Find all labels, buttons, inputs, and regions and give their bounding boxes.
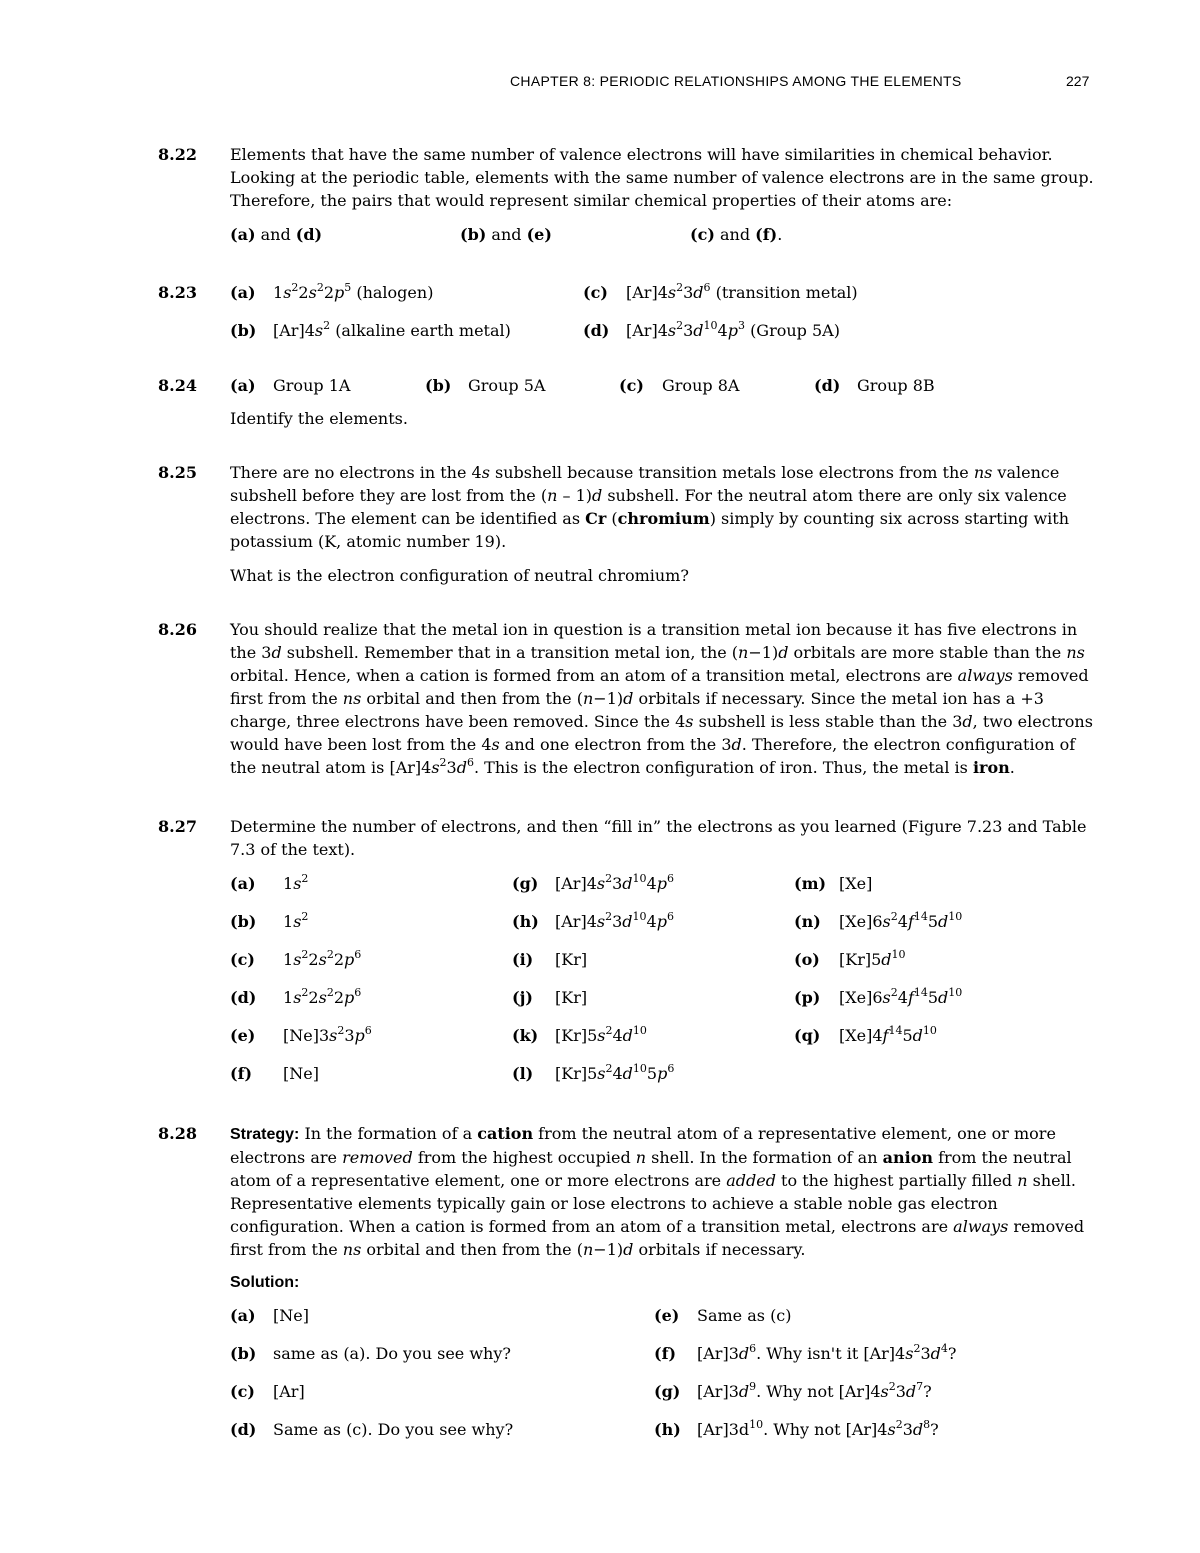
- answer-row: [230, 1380, 1096, 1418]
- problem-8-27: [158, 815, 1098, 1100]
- answer-item: (a) $1s^22s^22p^5$ (halogen): [230, 281, 434, 302]
- answer-row: [230, 910, 1096, 948]
- answer-item: (d) $[Ar]4s^23d^{10}4p^3$ (Group 5A): [583, 319, 840, 340]
- answer-item: (i) [Kr]: [512, 950, 588, 969]
- answer-item: (b) same as (a). Do you see why?: [230, 1344, 511, 1363]
- strategy-text: Strategy: In the formation of a cation from the neutral atom of a representative element, one or more electrons are removed from the highest occupied n shell. In the formation of an anion from the neutral atom of a representative element, one or more electrons are added to the highest partially filled n shell. Representative elements typically gain or lose electrons to achieve a stable noble gas electron configuration. When a cation is formed from an atom of a transition metal, electrons are always removed first from the ns orbital and then from the (n−1)d orbitals if necessary.: [230, 1124, 1085, 1259]
- problem-8-24: [158, 374, 1098, 430]
- answer-item: (b) $[Ar]4s^2$ (alkaline earth metal): [230, 319, 511, 340]
- problem-number: 8.23: [158, 283, 197, 302]
- answer-item: (m) [Xe]: [794, 874, 873, 893]
- answer-item: (c) [Ar]: [230, 1382, 305, 1401]
- answer-item: (j) [Kr]: [512, 988, 588, 1007]
- answer-item: (n) $[Xe]6s^24f^{14}5d^{10}$: [794, 910, 963, 931]
- prompt: Identify the elements.: [230, 409, 408, 428]
- problem-text: Determine the number of electrons, and then “fill in” the electrons as you learned (Figure 7.23 and Table 7.3 of the text).: [230, 817, 1087, 859]
- answer-row: [230, 1304, 1096, 1342]
- answer-pair: (c) and (f).: [690, 225, 783, 244]
- answer-row: [230, 319, 1096, 357]
- answer-row: [230, 872, 1096, 910]
- answer-item: (d) Same as (c). Do you see why?: [230, 1420, 514, 1439]
- answer-item: (f) [Ne]: [230, 1064, 319, 1083]
- question: What is the electron configuration of neutral chromium?: [230, 566, 689, 585]
- answer-item: (d) Group 8B: [814, 376, 935, 395]
- chapter-header: CHAPTER 8: PERIODIC RELATIONSHIPS AMONG THE ELEMENTS: [510, 73, 962, 89]
- answer-row: [230, 1062, 1096, 1100]
- strategy-label: Strategy:: [230, 1126, 300, 1143]
- problem-number: 8.22: [158, 145, 197, 164]
- problem-text: Elements that have the same number of valence electrons will have similarities in chemical behavior. Looking at the periodic table, elements with the same number of valence electrons are in the same group. Therefore, the pairs that would represent similar chemical properties of their atoms are:: [230, 145, 1094, 210]
- problem-number: 8.27: [158, 817, 197, 836]
- answer-item: (a) Group 1A: [230, 376, 351, 395]
- solution-label: Solution:: [230, 1274, 300, 1291]
- answer-item: (c) $[Ar]4s^23d^6$ (transition metal): [583, 281, 858, 302]
- answer-item: (d) $1s^22s^22p^6$: [230, 986, 362, 1007]
- answer-row: [230, 1418, 1096, 1456]
- answer-item: (f) $[Ar]3d^6$. Why isn't it $[Ar]4s^23d^4$?: [654, 1342, 957, 1363]
- answer-item: (k) $[Kr]5s^24d^{10}$: [512, 1024, 647, 1045]
- answer-item: (q) $[Xe]4f^{14}5d^{10}$: [794, 1024, 937, 1045]
- answer-item: (a) [Ne]: [230, 1306, 309, 1325]
- problem-number: 8.25: [158, 463, 197, 482]
- answer-row: [230, 281, 1096, 319]
- answer-item: (g) $[Ar]3d^9$. Why not $[Ar]4s^23d^7$?: [654, 1380, 932, 1401]
- problem-text: There are no electrons in the 4s subshell because transition metals lose electrons from the ns valence subshell before they are lost from the (n – 1)d subshell. For the neutral atom there are only six valence electrons. The element can be identified as Cr (chromium) simply by counting six across starting with potassium (K, atomic number 19).: [230, 463, 1070, 551]
- answer-row: [230, 223, 1096, 261]
- answer-item: (b) Group 5A: [425, 376, 546, 395]
- answer-item: (e) $[Ne]3s^23p^6$: [230, 1024, 372, 1045]
- problem-8-22: [158, 143, 1098, 261]
- problem-number: 8.24: [158, 376, 197, 395]
- answer-item: (g) $[Ar]4s^23d^{10}4p^6$: [512, 872, 674, 893]
- answer-item: (b) $1s^2$: [230, 910, 309, 931]
- page-number: 227: [1066, 73, 1090, 89]
- answer-item: (o) $[Kr]5d^{10}$: [794, 948, 906, 969]
- answer-row: [230, 1342, 1096, 1380]
- answer-item: (c) Group 8A: [619, 376, 740, 395]
- answer-pair: (a) and (d): [230, 225, 323, 244]
- answer-item: (l) $[Kr]5s^24d^{10}5p^6$: [512, 1062, 675, 1083]
- problem-8-25: [158, 461, 1098, 587]
- answer-row: [230, 986, 1096, 1024]
- answer-item: (h) $[Ar]4s^23d^{10}4p^6$: [512, 910, 674, 931]
- answer-item: (e) Same as (c): [654, 1306, 792, 1325]
- problem-8-23: [158, 281, 1098, 357]
- problem-8-26: [158, 618, 1098, 779]
- answer-row: [230, 1024, 1096, 1062]
- answer-item: (h) $[Ar]3d^{10}$. Why not $[Ar]4s^23d^8$?: [654, 1418, 939, 1439]
- answer-row: [230, 374, 1096, 407]
- problem-text: You should realize that the metal ion in question is a transition metal ion because it has five electrons in the 3d subshell. Remember that in a transition metal ion, the (n−1)d orbitals are more stable than the ns orbital. Hence, when a cation is formed from an atom of a transition metal, electrons are always removed first from the ns orbital and then from the (n−1)d orbitals if necessary. Since the metal ion has a +3 charge, three electrons have been removed. Since the 4s subshell is less stable than the 3d, two electrons would have been lost from the 4s and one electron from the 3d. Therefore, the electron configuration of the neutral atom is $[Ar]4s^23d^6$. This is the electron configuration of iron. Thus, the metal is iron.: [230, 620, 1093, 777]
- problem-number: 8.28: [158, 1124, 197, 1143]
- answer-item: (a) $1s^2$: [230, 872, 309, 893]
- answer-item: (c) $1s^22s^22p^6$: [230, 948, 362, 969]
- answer-row: [230, 948, 1096, 986]
- problem-8-28: [158, 1122, 1098, 1456]
- answer-item: (p) $[Xe]6s^24f^{14}5d^{10}$: [794, 986, 963, 1007]
- problem-number: 8.26: [158, 620, 197, 639]
- answer-pair: (b) and (e): [460, 225, 552, 244]
